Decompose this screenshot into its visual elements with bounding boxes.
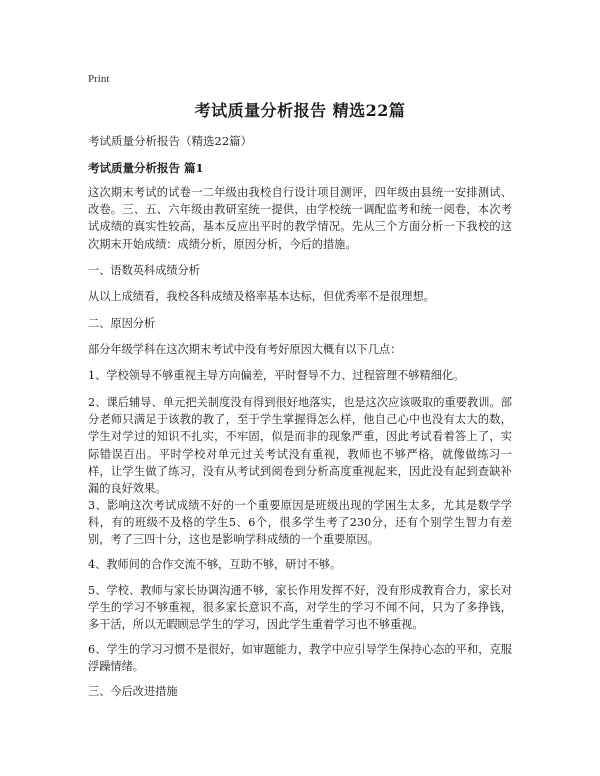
heading-score-analysis: 一、语数英科成绩分析 [88, 264, 200, 277]
score-summary-paragraph: 从以上成绩看，我校各科成绩及格率基本达标，但优秀率不是很理想。 [88, 290, 435, 303]
reason-item-6: 6、学生的学习习惯不是很好，如审题能力，教学中应引导学生保持心态的平和，克服浮躁情绪。 [88, 643, 512, 674]
reason-item-1: 1、学校领导不够重视主导方向偏差，平时督导不力、过程管理不够精细化。 [88, 369, 465, 382]
reason-item-4: 4、教师间的合作交流不够，互助不够，研讨不够。 [88, 558, 342, 571]
document-subtitle: 考试质量分析报告（精选22篇） [88, 134, 253, 148]
intro-paragraph: 这次期末考试的试卷一二年级由我校自行设计项目测评，四年级由县统一安排测试、改卷。三、五、六年级由教研室统一提供，由学校统一调配监考和统一阅卷，本次考试成绩的真实性较高，基本反应出平时的教学情况。先从三个方面分析一下我校的这次期末开始成绩：成绩分析，原因分析，今后的措施。 [88, 186, 512, 251]
reason-item-5: 5、学校、教师与家长协调沟通不够，家长作用发挥不好，没有形成教育合力，家长对学生的学习不够重视，很多家长意识不高，对学生的学习不闻不问，只为了多挣钱，多干活，所以无暇顾忌学生的学习，因此学生重着学习也不够重视。 [88, 584, 512, 632]
print-label[interactable]: Print [88, 73, 110, 85]
reason-item-2: 2、课后辅导、单元把关制度没有得到很好地落实，也是这次应该吸取的重要教训。部分老师只满足于该教的教了，至于学生掌握得怎么样，他自己心中也没有太大的数，学生对学过的知识不扎实，不牢固，似是而非的现象严重，因此考试看着答上了，实际错误百出。平时学校对单元过关考试没有重视，教师也不够严格，就像做练习一样，让学生做了练习，没有从考试到阅卷到分析高度重视起来，因此没有起到查缺补漏的良好效果。 [88, 396, 512, 496]
cause-intro-paragraph: 部分年级学科在这次期末考试中没有考好原因大概有以下几点： [88, 343, 402, 356]
heading-cause-analysis: 二、原因分析 [88, 317, 156, 330]
heading-improvement-measures: 三、今后改进措施 [88, 685, 178, 698]
document-title: 考试质量分析报告 精选22篇 [194, 101, 406, 120]
section-title: 考试质量分析报告 篇1 [88, 161, 204, 175]
reason-item-3: 3、影响这次考试成绩不好的一个重要原因是班级出现的学困生太多，尤其是数学学科，有的班级不及格的学生5、6个，很多学生考了230分，还有个别学生智力有差别，考了三四十分，这也是影响学科成绩的一个重要原因。 [88, 499, 512, 547]
